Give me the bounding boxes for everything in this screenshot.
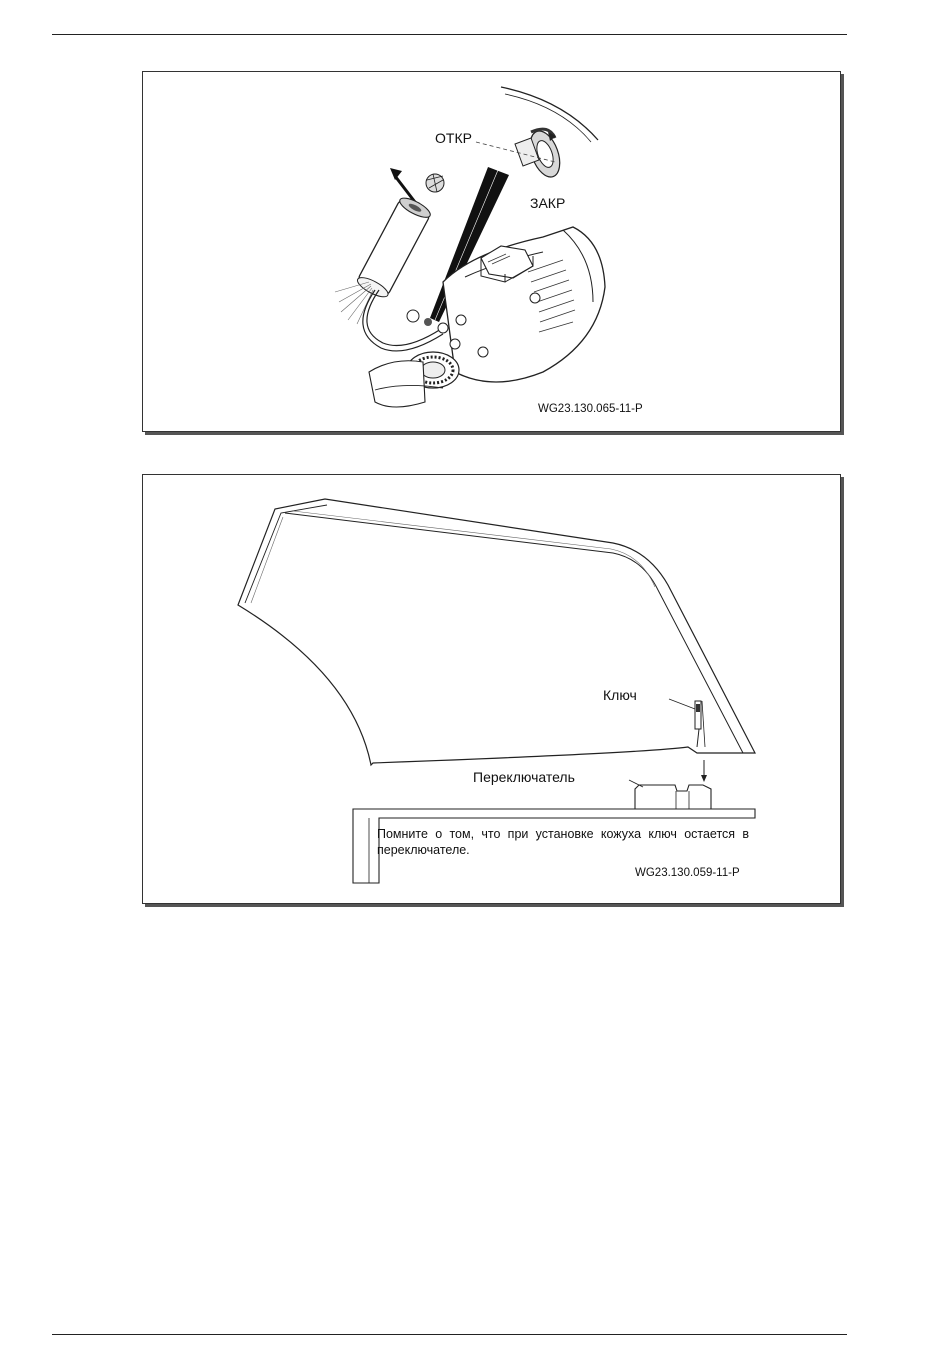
figure-code: WG23.130.065-11-P: [538, 403, 643, 415]
figure-code: WG23.130.059-11-P: [635, 867, 740, 879]
figure-filter-valve: [142, 71, 841, 432]
label-switch: Переключатель: [473, 769, 575, 785]
filter-valve-illustration: [143, 72, 840, 431]
label-key: Ключ: [603, 687, 637, 703]
label-close: ЗАКР: [530, 195, 566, 211]
installation-note: Помните о том, что при установке кожуха ключ остается в переключателе.: [377, 827, 749, 857]
footer-rule: [52, 1334, 847, 1335]
figure-cover-switch: [142, 474, 841, 904]
label-open: ОТКР: [435, 130, 472, 146]
header-rule: [52, 34, 847, 35]
